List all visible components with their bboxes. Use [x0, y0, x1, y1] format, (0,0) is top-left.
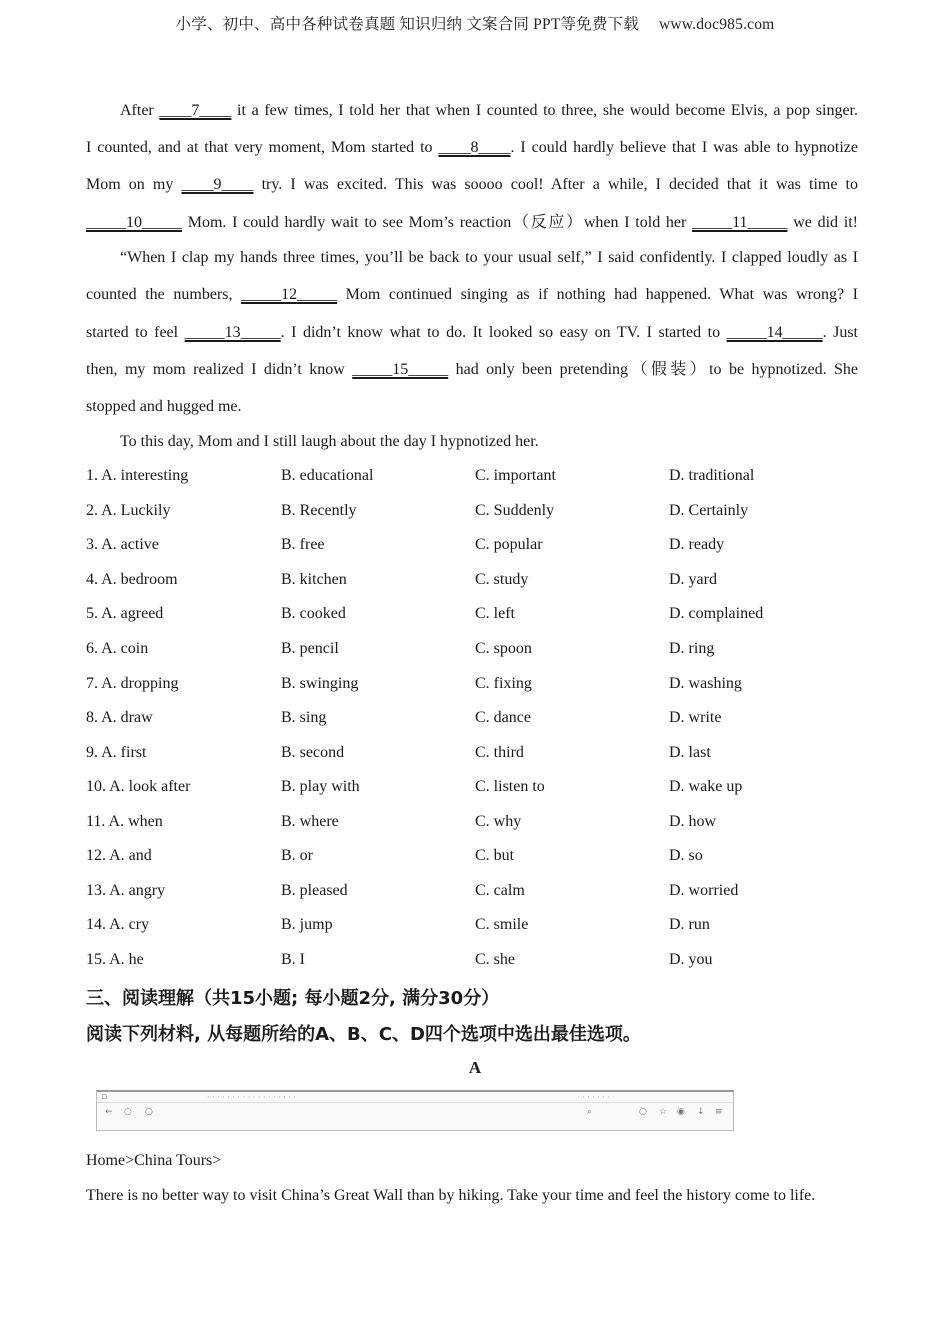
section-instruction: 阅读下列材料, 从每题所给的A、B、C、D四个选项中选出最佳选项。	[86, 1024, 641, 1045]
option-a: 14. A. cry	[86, 916, 150, 933]
passage-line: After ____7____ it a few times, I told her that when I counted to three, she would become Elvis, a pop singer.	[86, 100, 858, 122]
blurred-tab-text: · · · · · · · · · · · · · · · · · ·	[207, 1093, 297, 1102]
option-c: C. she	[475, 951, 515, 968]
passage-line: I counted, and at that very moment, Mom started to ____8____. I could hardly believe that I was able to hypnotize	[86, 137, 858, 159]
question-6-options	[86, 638, 866, 660]
passage-line: Mom on my ____9____ try. I was excited. This was soooo cool! After a while, I decided that it was time to	[86, 174, 858, 196]
option-b: B. cooked	[281, 605, 346, 622]
download-icon: ↓	[697, 1107, 705, 1117]
refresh-icon: ○	[145, 1107, 153, 1117]
option-b: B. play with	[281, 778, 360, 795]
blank-13: _____13_____	[184, 324, 281, 341]
question-4-options	[86, 569, 866, 591]
option-d: D. run	[669, 916, 710, 933]
option-c: C. Suddenly	[475, 502, 555, 519]
option-d: D. how	[669, 813, 717, 830]
blank-14: _____14_____	[726, 324, 823, 341]
option-d: D. write	[669, 709, 722, 726]
option-c: C. dance	[475, 709, 531, 726]
option-b: B. pleased	[281, 882, 348, 899]
option-c: C. important	[475, 467, 556, 484]
passage-line: To this day, Mom and I still laugh about the day I hypnotized her.	[120, 433, 539, 450]
option-b: B. Recently	[281, 502, 357, 519]
option-d: D. complained	[669, 605, 764, 622]
passage-line: _____10_____ Mom. I could hardly wait to see Mom’s reaction（反应）when I told her _____11_____ we did it!	[86, 212, 858, 234]
option-d: D. so	[669, 847, 703, 864]
passage-line: then, my mom realized I didn’t know _____15_____ had only been pretending（假装）to be hypnotized. She	[86, 359, 858, 381]
option-d: D. yard	[669, 571, 717, 588]
option-b: B. sing	[281, 709, 327, 726]
header-title: 小学、初中、高中各种试卷真题 知识归纳 文案合同 PPT等免费下载	[175, 16, 639, 33]
toolbar-icon: ○	[639, 1107, 647, 1117]
option-b: B. jump	[281, 916, 333, 933]
option-a: 15. A. he	[86, 951, 144, 968]
passage-label: A	[468, 1058, 482, 1077]
option-d: D. washing	[669, 675, 742, 692]
option-b: B. or	[281, 847, 313, 864]
option-c: C. calm	[475, 882, 525, 899]
option-a: 13. A. angry	[86, 882, 166, 899]
browser-screenshot	[96, 1090, 734, 1131]
passage-a-text: There is no better way to visit China’s Great Wall than by hiking. Take your time and feel the history come to life.	[86, 1187, 816, 1204]
option-b: B. pencil	[281, 640, 339, 657]
option-c: C. listen to	[475, 778, 545, 795]
menu-icon: ≡	[715, 1107, 723, 1117]
option-c: C. study	[475, 571, 529, 588]
blank-7: ____7____	[159, 102, 232, 119]
breadcrumb: Home>China Tours>	[86, 1152, 222, 1169]
question-15-options	[86, 949, 866, 971]
question-12-options	[86, 845, 866, 867]
passage-line: counted the numbers, _____12_____ Mom continued singing as if nothing had happened. What was wrong? I	[86, 284, 858, 306]
star-icon: ☆	[659, 1107, 668, 1117]
option-d: D. wake up	[669, 778, 743, 795]
header-site-link[interactable]: www.doc985.com	[658, 16, 775, 33]
question-8-options	[86, 707, 866, 729]
question-14-options	[86, 914, 866, 936]
option-a: 3. A. active	[86, 536, 159, 553]
option-c: C. smile	[475, 916, 529, 933]
question-1-options	[86, 465, 866, 487]
blank-15: _____15_____	[352, 361, 449, 378]
option-a: 2. A. Luckily	[86, 502, 171, 519]
page-header	[0, 12, 950, 34]
option-b: B. second	[281, 744, 345, 761]
option-c: C. third	[475, 744, 524, 761]
option-b: B. where	[281, 813, 339, 830]
option-b: B. I	[281, 951, 305, 968]
option-d: D. ring	[669, 640, 715, 657]
option-c: C. but	[475, 847, 515, 864]
option-d: D. worried	[669, 882, 739, 899]
option-d: D. you	[669, 951, 713, 968]
section-title: 三、阅读理解（共15小题; 每小题2分, 满分30分）	[86, 988, 500, 1009]
extension-icon: ◉	[677, 1107, 685, 1117]
blank-9: ____9____	[181, 176, 254, 193]
option-a: 10. A. look after	[86, 778, 191, 795]
option-a: 8. A. draw	[86, 709, 153, 726]
option-b: B. kitchen	[281, 571, 347, 588]
question-13-options	[86, 880, 866, 902]
question-11-options	[86, 811, 866, 833]
option-d: D. last	[669, 744, 711, 761]
option-c: C. fixing	[475, 675, 532, 692]
option-a: 9. A. first	[86, 744, 147, 761]
option-a: 11. A. when	[86, 813, 163, 830]
blank-11: _____11_____	[692, 214, 788, 231]
option-a: 5. A. agreed	[86, 605, 164, 622]
option-d: D. ready	[669, 536, 725, 553]
option-a: 7. A. dropping	[86, 675, 179, 692]
blank-10: _____10_____	[86, 214, 182, 231]
question-5-options	[86, 603, 866, 625]
passage-line: “When I clap my hands three times, you’ll be back to your usual self,” I said confidently. I clapped loudly as I	[120, 249, 858, 266]
question-3-options	[86, 534, 866, 556]
forward-icon: ○	[124, 1107, 132, 1117]
option-a: 4. A. bedroom	[86, 571, 178, 588]
option-d: D. traditional	[669, 467, 755, 484]
option-c: C. popular	[475, 536, 543, 553]
option-b: B. swinging	[281, 675, 359, 692]
option-b: B. educational	[281, 467, 374, 484]
question-10-options	[86, 776, 866, 798]
option-c: C. spoon	[475, 640, 532, 657]
back-icon: ←	[105, 1107, 113, 1117]
option-c: C. left	[475, 605, 515, 622]
question-2-options	[86, 500, 866, 522]
question-9-options	[86, 742, 866, 764]
passage-line: started to feel _____13_____. I didn’t know what to do. It looked so easy on TV. I started to _____14_____. Just	[86, 322, 858, 344]
option-a: 12. A. and	[86, 847, 152, 864]
option-a: 1. A. interesting	[86, 467, 189, 484]
option-b: B. free	[281, 536, 325, 553]
window-icon: ▫	[101, 1092, 108, 1102]
blank-12: _____12_____	[241, 286, 338, 303]
option-a: 6. A. coin	[86, 640, 149, 657]
zoom-icon: ⌕	[587, 1107, 593, 1117]
browser-tab-bar	[97, 1092, 733, 1103]
blurred-tab-text: · · · · · · · ·	[577, 1093, 616, 1102]
blank-8: ____8____	[438, 139, 511, 156]
passage-line: stopped and hugged me.	[86, 398, 242, 415]
option-c: C. why	[475, 813, 522, 830]
question-7-options	[86, 673, 866, 695]
option-d: D. Certainly	[669, 502, 749, 519]
